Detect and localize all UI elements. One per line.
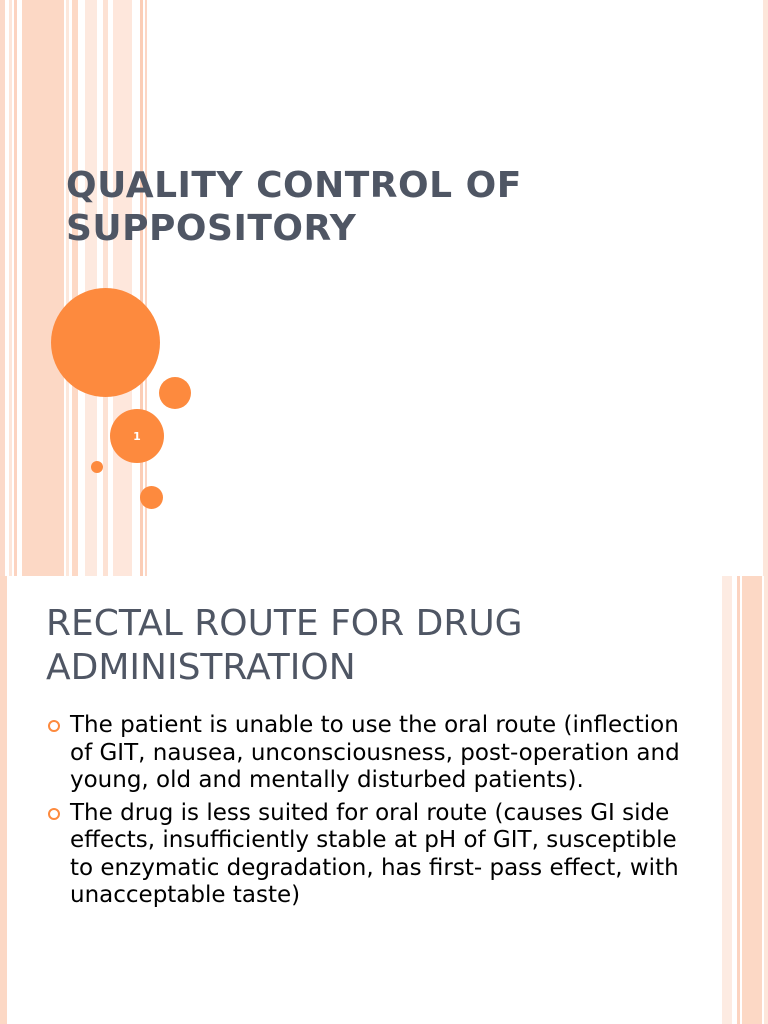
decorative-stripe [22, 0, 64, 576]
slide-2-title: RECTAL ROUTE FOR DRUG ADMINISTRATION [46, 603, 523, 688]
decorative-stripe [14, 0, 17, 576]
list-item [46, 800, 686, 910]
slide-1-title: QUALITY CONTROL OF SUPPOSITORY [66, 165, 522, 249]
decorative-circle [91, 461, 103, 473]
decorative-stripe [764, 576, 768, 1024]
circle-bullet-icon [48, 808, 60, 820]
decorative-stripe [0, 576, 7, 1024]
decorative-stripe [0, 0, 5, 576]
decorative-stripe [72, 0, 78, 576]
decorative-stripe [737, 576, 740, 1024]
decorative-stripe [722, 576, 732, 1024]
decorative-circle [140, 486, 163, 509]
slide-number-badge [110, 409, 164, 463]
decorative-circle [51, 288, 160, 397]
decorative-circle [159, 377, 191, 409]
decorative-stripe [9, 0, 12, 576]
slide-number: 1 [133, 429, 141, 443]
list-item [46, 712, 686, 795]
bullet-text: The patient is unable to use the oral route (inflection of GIT, nausea, unconsciousness, post-operation and young, old and mentally disturbed patients). [70, 712, 680, 793]
decorative-stripe [742, 576, 762, 1024]
bullet-list [46, 712, 686, 915]
decorative-stripe [66, 0, 69, 576]
circle-bullet-icon [48, 720, 60, 732]
decorative-stripe [763, 0, 768, 576]
bullet-text: The drug is less suited for oral route (causes GI side effects, insufficiently stable at pH of GIT, susceptible to enzymatic degradation, has first- pass effect, with unacceptable taste) [70, 799, 679, 908]
